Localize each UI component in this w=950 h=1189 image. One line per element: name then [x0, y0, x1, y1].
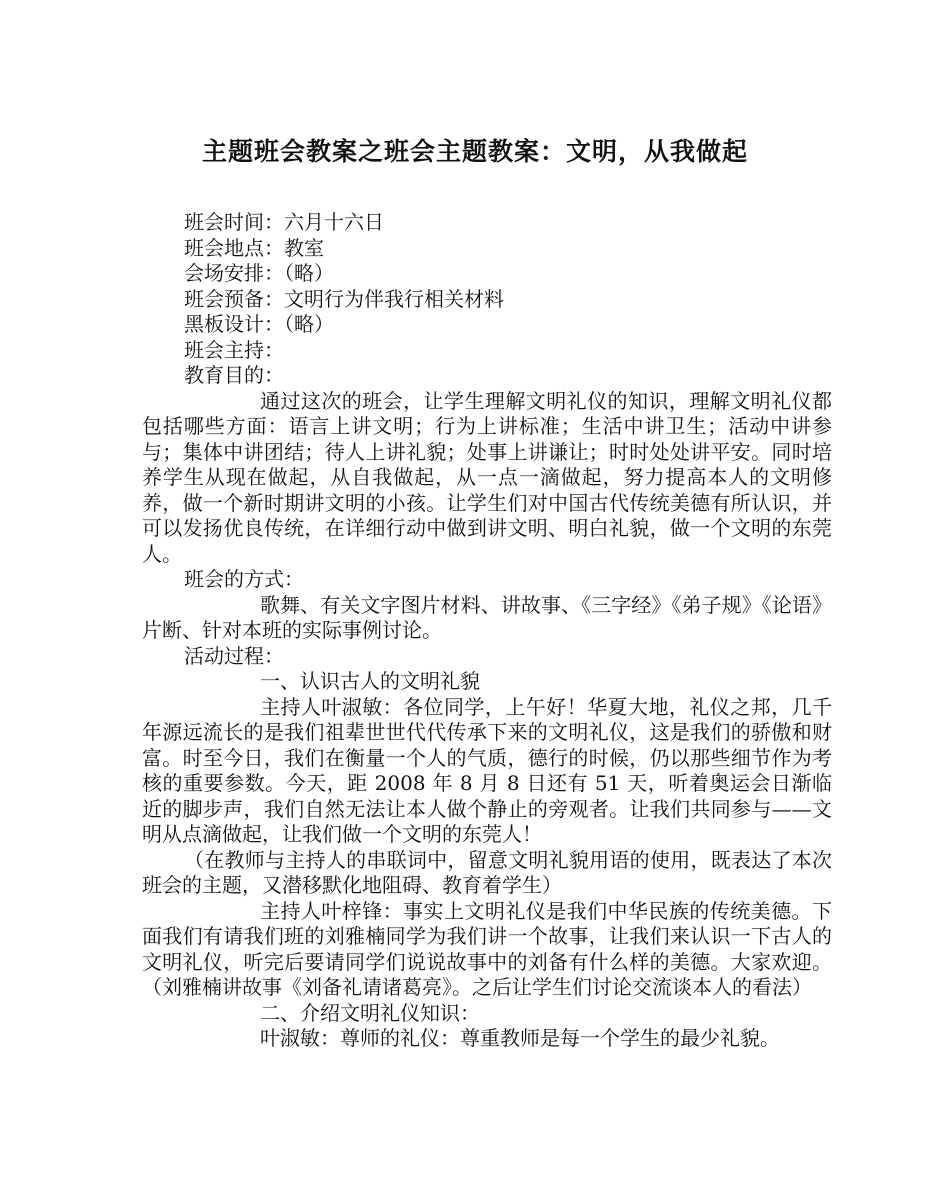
meeting-place: 班会地点：教室 — [184, 235, 324, 260]
section-heading-1: 一、认识古人的文明礼貌 — [260, 669, 480, 693]
process-label: 活动过程： — [184, 643, 284, 668]
host-speech-3: 叶淑敏：尊师的礼仪：尊重教师是每一个学生的最少礼貌。 — [260, 1026, 780, 1050]
meeting-host: 班会主持： — [184, 337, 284, 362]
meeting-time: 班会时间：六月十六日 — [184, 210, 384, 234]
teacher-note: （在教师与主持人的串联词中，留意文明礼貌用语的使用，既表达了本次班会的主题，又潜移默化地阻碍、教育着学生） — [142, 847, 832, 897]
host-speech-1: 主持人叶淑敏：各位同学，上午好！华夏大地，礼仪之邦，几千年源远流长的是我们祖辈世世代代传承下来的文明礼仪，这是我们的骄傲和财富。时至今日，我们在衡量一个人的气质，德行的时候，仍以那些细节作为考核的重要参数。今天，距 2008 年 8 月 8 日还有 51 天，听着奥运会日渐临近的脚步声，我们自然无法让本人做个静止的旁观者。让我们共同参与——文明从点滴做起，让我们做一个文明的东莞人！ — [142, 694, 832, 846]
venue-arrangement: 会场安排：（略） — [184, 261, 334, 285]
method-text: 歌舞、有关文字图片材料、讲故事、《三字经》《弟子规》《论语》片断、针对本班的实际事例讨论。 — [142, 592, 832, 642]
page-title: 主题班会教案之班会主题教案：文明，从我做起 — [201, 137, 748, 166]
education-goal-label: 教育目的： — [184, 363, 284, 387]
meeting-preparation: 班会预备：文明行为伴我行相关材料 — [184, 286, 504, 311]
document-body — [142, 210, 832, 1052]
blackboard-design: 黑板设计：（略） — [184, 312, 334, 336]
education-goal-text: 通过这次的班会，让学生理解文明礼仪的知识，理解文明礼仪都包括哪些方面：语言上讲文明；行为上讲标准；生活中讲卫生；活动中讲参与；集体中讲团结；待人上讲礼貌；处事上讲谦让；时时处处讲平安。同时培养学生从现在做起，从自我做起，从一点一滴做起，努力提高本人的文明修养，做一个新时期讲文明的小孩。让学生们对中国古代传统美德有所认识，并可以发扬优良传统，在详细行动中做到讲文明、明白礼貌，做一个文明的东莞人。 — [142, 388, 832, 566]
section-heading-2: 二、介绍文明礼仪知识： — [260, 1000, 480, 1025]
method-label: 班会的方式： — [184, 567, 304, 591]
host-speech-2: 主持人叶梓锋：事实上文明礼仪是我们中华民族的传统美德。下面我们有请我们班的刘雅楠同学为我们讲一个故事，让我们来认识一下古人的文明礼仪，听完后要请同学们说说故事中的刘备有什么样的美德。大家欢迎。（刘雅楠讲故事《刘备礼请诸葛亮》。之后让学生们讨论交流谈本人的看法） — [142, 898, 832, 999]
